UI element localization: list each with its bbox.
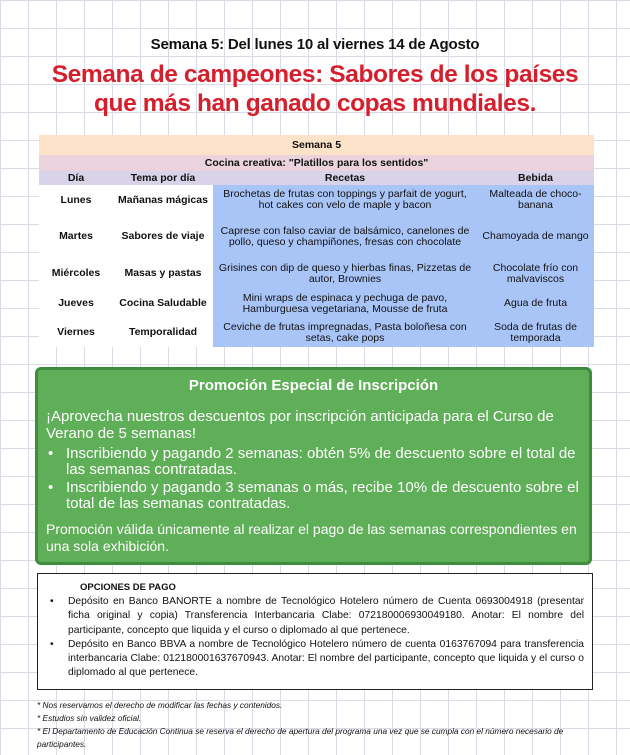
table-row <box>39 289 594 318</box>
promotion-item-text: Inscribiendo y pagando 3 semanas o más, recibe 10% de descuento sobre el total de las semanas contratadas. <box>66 479 579 512</box>
menu-table <box>39 135 594 347</box>
recipes-cell: Mini wraps de espinaca y pechuga de pavo, Hamburguesa vegetariana, Mousse de fruta <box>213 289 477 318</box>
promotion-title: Promoción Especial de Inscripción <box>188 377 439 394</box>
list-item <box>46 446 586 478</box>
column-header-theme: Tema por día <box>113 171 213 185</box>
drink-cell: Soda de frutas de temporada <box>477 318 594 347</box>
list-item <box>48 638 584 681</box>
day-cell: Lunes <box>39 185 113 215</box>
drink-cell: Agua de fruta <box>477 289 594 318</box>
payment-list <box>48 595 584 681</box>
bullet-icon: • <box>50 638 54 650</box>
column-header-day: Día <box>39 171 113 185</box>
theme-header: Cocina creativa: "Platillos para los sentidos" <box>39 155 594 171</box>
title-line-1: Semana de campeones: Sabores de los países <box>51 61 579 88</box>
list-item <box>46 480 586 512</box>
week-header: Semana 5 <box>39 135 594 155</box>
recipes-cell: Caprese con falso caviar de balsámico, canelones de pollo, queso y champiñones, fresas con chocolate <box>213 215 477 258</box>
day-cell: Viernes <box>39 318 113 347</box>
payment-options-box <box>37 573 593 690</box>
page-title <box>0 60 630 118</box>
footnote: * El Departamento de Educación Continua se reserva el derecho de apertura del programa una vez que se cumpla con el número necesario de participantes. <box>37 726 564 749</box>
footnotes <box>37 699 597 751</box>
week-dates-subtitle: Semana 5: Del lunes 10 al viernes 14 de Agosto <box>150 36 480 53</box>
column-header-recipes: Recetas <box>213 171 477 185</box>
table-row <box>39 258 594 289</box>
payment-title: OPCIONES DE PAGO <box>80 582 176 593</box>
payment-item-text: Depósito en Banco BANORTE a nombre de Tecnológico Hotelero número de Cuenta 0693004918 (presentar ficha original y copia) Transferencia Interbancaria Clabe: 072180006930049180. Anotar: El nombre del participante, concepto que liquida y el curso o diplomado al que pertenece. <box>68 596 584 636</box>
drink-cell: Chamoyada de mango <box>477 215 594 258</box>
drink-cell: Malteada de choco-banana <box>477 185 594 215</box>
bullet-icon: • <box>48 445 54 462</box>
table-row <box>39 215 594 258</box>
theme-cell: Masas y pastas <box>113 258 213 289</box>
column-header-drink: Bebida <box>477 171 594 185</box>
bullet-icon: • <box>48 479 54 496</box>
promotion-intro: ¡Aprovecha nuestros descuentos por inscripción anticipada para el Curso de Verano de 5 semanas! <box>46 408 554 442</box>
list-item <box>48 595 584 638</box>
day-cell: Miércoles <box>39 258 113 289</box>
bullet-icon: • <box>50 596 54 607</box>
footnote: * Estudios sin validez oficial. <box>37 713 142 723</box>
theme-cell: Sabores de viaje <box>113 215 213 258</box>
drink-cell: Chocolate frío con malvaviscos <box>477 258 594 289</box>
promotion-list <box>46 446 586 514</box>
payment-item-text: Depósito en Banco BBVA a nombre de Tecnológico Hotelero número de cuenta 0163767094 para transferencia interbancaria Clabe: 012180001637670943. Anotar: El nombre del participante, concepto que liquida y el curso o diplomado al que pertenece. <box>68 638 584 679</box>
promotion-box <box>35 367 592 565</box>
day-cell: Jueves <box>39 289 113 318</box>
recipes-cell: Ceviche de frutas impregnadas, Pasta boloñesa con setas, cake pops <box>213 318 477 347</box>
title-line-2: que más han ganado copas mundiales. <box>93 90 537 117</box>
theme-cell: Temporalidad <box>113 318 213 347</box>
day-cell: Martes <box>39 215 113 258</box>
promotion-item-text: Inscribiendo y pagando 2 semanas: obtén 5% de descuento sobre el total de las semanas contratadas. <box>66 445 576 478</box>
table-row <box>39 185 594 215</box>
recipes-cell: Grisines con dip de queso y hierbas finas, Pizzetas de autor, Brownies <box>213 258 477 289</box>
recipes-cell: Brochetas de frutas con toppings y parfait de yogurt, hot cakes con velo de maple y bacon <box>213 185 477 215</box>
table-row <box>39 318 594 347</box>
theme-cell: Cocina Saludable <box>113 289 213 318</box>
theme-cell: Mañanas mágicas <box>113 185 213 215</box>
promotion-note: Promoción válida únicamente al realizar el pago de las semanas correspondientes en una sola exhibición. <box>46 521 577 554</box>
footnote: * Nos reservamos el derecho de modificar las fechas y contenidos. <box>37 700 283 710</box>
